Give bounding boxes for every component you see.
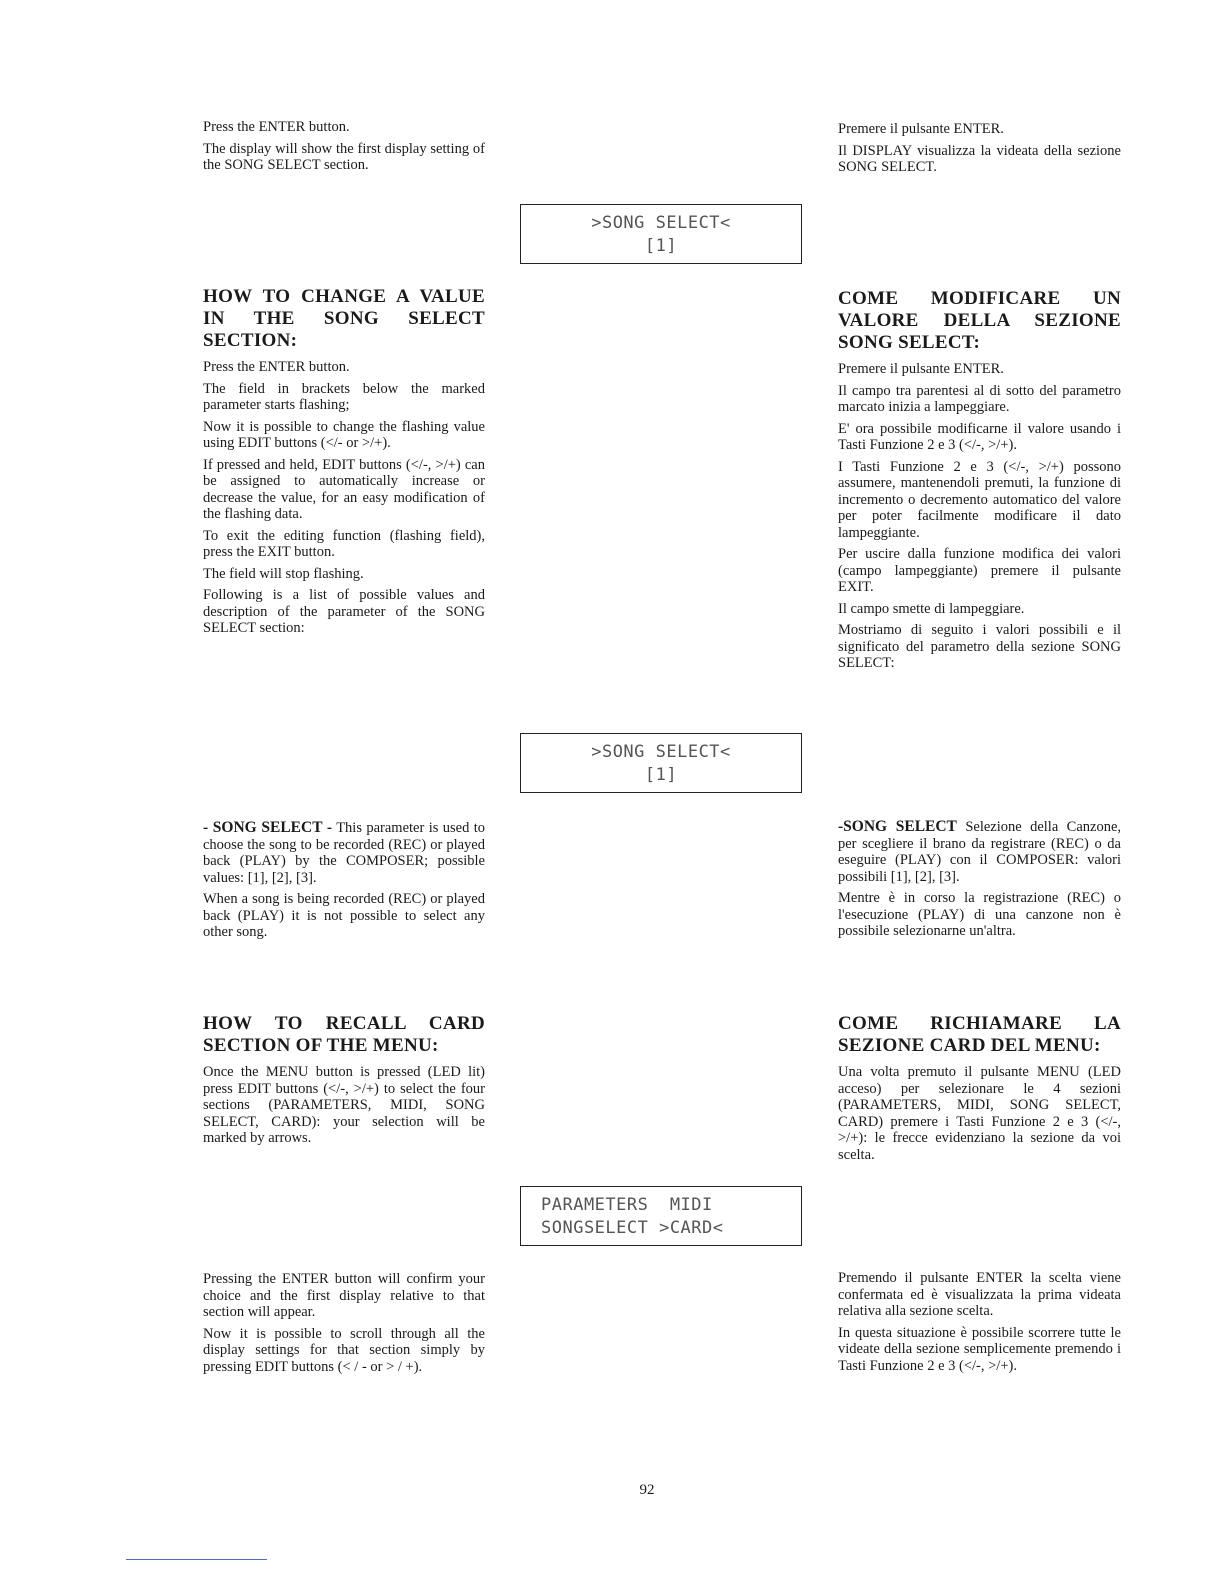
paragraph: Il campo smette di lampeggiare. [838,600,1025,617]
parameter-description: This parameter is used to choose the song to be recorded (REC) or played back (PLAY) by the COMPOSER; possible values: [1], [2], [3]. [203,820,485,886]
lcd-line-1: PARAMETERS MIDI [541,1195,713,1215]
section-heading: HOW TO RECALL CARD SECTION OF THE MENU: [203,1013,485,1056]
paragraph: Press the ENTER button. [203,119,350,135]
paragraph: Now it is possible to change the flashing value using EDIT buttons (</- or >/+). [203,418,485,451]
paragraph [838,819,1121,885]
paragraph: Premere il pulsante ENTER. [838,121,1004,137]
confirm-section-en [203,1271,485,1380]
lcd-line-1: >SONG SELECT< [591,742,731,762]
paragraph: In questa situazione è possibile scorrere tutte le videate della sezione semplicemente premendo i Tasti Funzione 2 e 3 (</-, >/+). [838,1324,1121,1374]
footer-rule [126,1559,267,1560]
recall-card-section-en [203,1013,485,1152]
change-value-section-en [203,286,485,642]
section-heading: COME MODIFICARE UN VALORE DELLA SEZIONE SONG SELECT: [838,288,1121,353]
paragraph: When a song is being recorded (REC) or played back (PLAY) it is not possible to select any other song. [203,891,485,940]
paragraph: Pressing the ENTER button will confirm your choice and the first display relative to that section will appear. [203,1271,485,1320]
lcd-line-2: SONGSELECT >CARD< [541,1218,724,1238]
section-heading: HOW TO CHANGE A VALUE IN THE SONG SELECT SECTION: [203,286,485,351]
parameter-term: -SONG SELECT [838,818,957,835]
paragraph: The field will stop flashing. [203,565,364,582]
paragraph: Press the ENTER button. [203,359,350,375]
paragraph: Una volta premuto il pulsante MENU (LED acceso) per selezionare le 4 sezioni (PARAMETERS, MIDI, SONG SELECT, CARD) premere i Tasti Funzione 2 e 3 (</-, >/+): le frecce evidenziano la sezione da voi scelta. [838,1064,1121,1163]
lcd-display-song-select [520,204,802,264]
paragraph: E' ora possibile modificarne il valore usando i Tasti Funzione 2 e 3 (</-, >/+). [838,420,1121,453]
paragraph: Mentre è in corso la registrazione (REC) o l'esecuzione (PLAY) di una canzone non è possibile selezionarne un'altra. [838,890,1121,939]
paragraph: The display will show the first display setting of the SONG SELECT section. [203,140,485,173]
paragraph: If pressed and held, EDIT buttons (</-, >/+) can be assigned to automatically increase or decrease the value, for an easy modification of the flashing data. [203,456,485,522]
paragraph: Now it is possible to scroll through all the display settings for that section simply by pressing EDIT buttons (< / - or > / +). [203,1325,485,1375]
song-select-param-en [203,820,485,946]
lcd-display-song-select-2 [520,733,802,793]
parameter-term: - SONG SELECT - [203,819,333,836]
paragraph: The field in brackets below the marked parameter starts flashing; [203,380,485,413]
recall-card-section-it [838,1013,1121,1168]
paragraph: I Tasti Funzione 2 e 3 (</-, >/+) possono assumere, mantenendoli premuti, la funzione di incremento o decremento automatico del valore per poter facilmente modificare il dato lampeggiante. [838,458,1121,541]
lcd-display-menu [520,1186,802,1246]
page-number: 92 [639,1482,655,1498]
parameter-description: Selezione della Canzone, per scegliere il brano da registrare (REC) o da eseguire (PLAY) con il COMPOSER: valori possibili [1], [2], [3]. [838,819,1121,885]
paragraph: Mostriamo di seguito i valori possibili e il significato del parametro della sezione SONG SELECT: [838,622,1121,671]
intro-text-it [838,121,1121,181]
change-value-section-it [838,288,1121,677]
paragraph: Il DISPLAY visualizza la videata della sezione SONG SELECT. [838,142,1121,175]
paragraph: Once the MENU button is pressed (LED lit) press EDIT buttons (</-, >/+) to select the four sections (PARAMETERS, MIDI, SONG SELECT, CARD): your selection will be marked by arrows. [203,1064,485,1146]
paragraph: Premere il pulsante ENTER. [838,361,1004,377]
section-heading: COME RICHIAMARE LA SEZIONE CARD DEL MENU: [838,1013,1121,1056]
paragraph: Il campo tra parentesi al di sotto del parametro marcato inizia a lampeggiare. [838,382,1121,415]
paragraph: Premendo il pulsante ENTER la scelta viene confermata ed è visualizzata la prima videata relativa alla sezione scelta. [838,1270,1121,1319]
intro-text-en [203,119,485,179]
confirm-section-it [838,1270,1121,1379]
paragraph: Following is a list of possible values and description of the parameter of the SONG SELECT section: [203,587,485,636]
paragraph: To exit the editing function (flashing field), press the EXIT button. [203,527,485,560]
lcd-line-1: >SONG SELECT< [591,213,731,233]
song-select-param-it [838,819,1121,945]
lcd-line-2: [1] [644,765,678,785]
paragraph: Per uscire dalla funzione modifica dei valori (campo lampeggiante) premere il pulsante EXIT. [838,546,1121,595]
paragraph [203,820,485,886]
lcd-line-2: [1] [644,236,678,256]
